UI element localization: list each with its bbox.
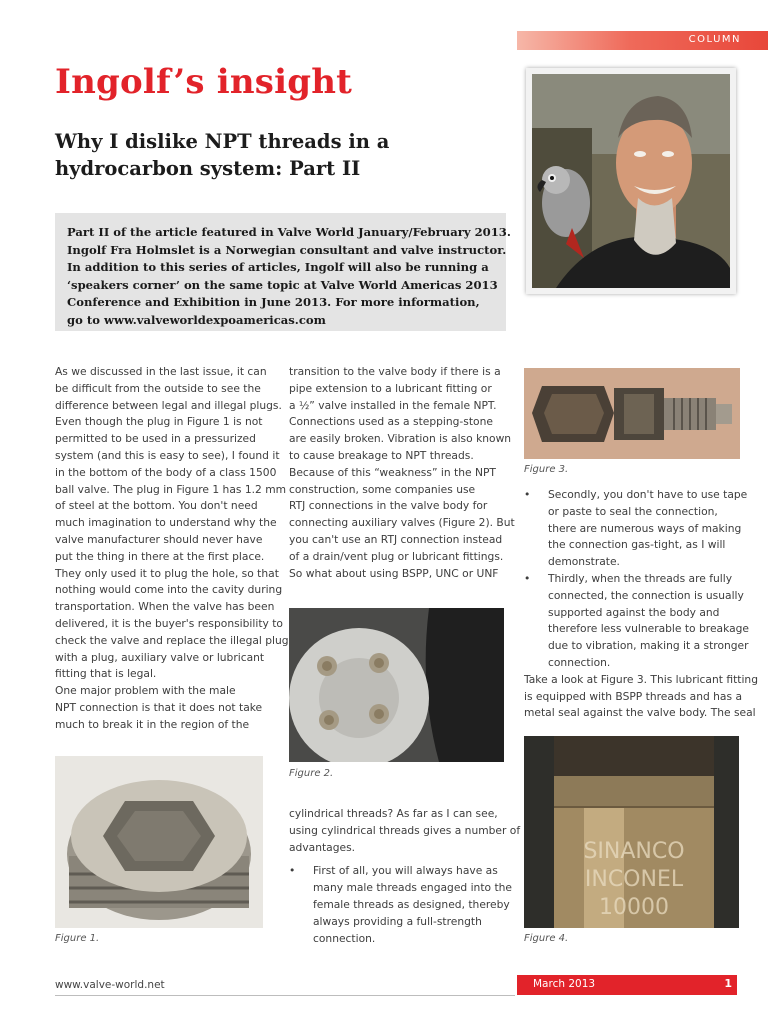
svg-text:10000: 10000 (599, 895, 669, 920)
advantages-list (289, 863, 512, 947)
bullet-line: or paste to seal the connection, (548, 504, 718, 518)
list-item (524, 487, 754, 571)
portrait-image (526, 68, 736, 294)
body-line: system (and this is easy to see), I found it (55, 448, 280, 462)
body-line: difference between legal and illegal plugs. (55, 398, 282, 412)
body-line: of a drain/vent plug or lubricant fittings. (289, 549, 504, 563)
figure-3-photo (524, 368, 740, 459)
column-title: Ingolf’s insight (55, 62, 353, 102)
fig4-engraving: SINANCO (583, 839, 685, 864)
intro-line: In addition to this series of articles, Ingolf will also be running a (67, 260, 489, 275)
body-line: with a plug, auxiliary valve or lubricant (55, 650, 265, 664)
svg-text:INCONEL: INCONEL (584, 867, 684, 892)
issue-date: March 2013 (533, 978, 596, 990)
article-subtitle: Why I dislike NPT threads in a hydrocarbon system: Part II (55, 130, 390, 180)
figure-3-caption: Figure 3. (524, 464, 569, 475)
body-line: delivered, it is the buyer's responsibility to (55, 616, 283, 630)
npt-plug-image (55, 756, 263, 928)
body-line: construction, some companies use (289, 482, 476, 496)
figure-4-caption: Figure 4. (524, 933, 569, 944)
list-item (289, 863, 512, 947)
body-line: connecting auxiliary valves (Figure 2). But (289, 516, 515, 530)
bullet-line: • Secondly, you don't have to use tape (548, 488, 748, 501)
column-2-text (289, 364, 515, 582)
column-3-text (524, 487, 758, 722)
advantages-list-continued (524, 487, 754, 672)
footer-bar (517, 975, 737, 995)
body-line: in the bottom of the body of a class 1500 (55, 465, 277, 479)
body-line: One major problem with the male (55, 684, 236, 698)
lubricant-fitting-image (524, 368, 740, 459)
body-line: transportation. When the valve has been (55, 600, 275, 614)
figure-4-photo (524, 736, 739, 928)
author-portrait (526, 68, 736, 294)
body-line: fitting that is legal. (55, 667, 157, 681)
bullet-line: due to vibration, making it a stronger (548, 639, 749, 653)
body-line: put the thing in there at the first place. (55, 549, 265, 563)
body-line: They only used it to plug the hole, so that (55, 566, 279, 580)
intro-line: Conference and Exhibition in June 2013. For more information, (67, 295, 480, 310)
rtj-flange-image (289, 608, 504, 762)
bullet-line: therefore less vulnerable to breakage (548, 622, 749, 636)
figure-2-photo (289, 608, 504, 762)
bullet-line: connection. (313, 931, 376, 945)
bullet-line: demonstrate. (548, 555, 620, 569)
body-line: transition to the valve body if there is a (289, 365, 501, 378)
bullet-line: • Thirdly, when the threads are fully (548, 571, 733, 585)
intro-line: Ingolf Fra Holmslet is a Norwegian consultant and valve instructor. (67, 242, 507, 257)
intro-line: go to www.valveworldexpoamericas.com (67, 312, 326, 327)
intro-line: Part II of the article featured in Valve World January/February 2013. (67, 225, 511, 239)
body-line: Because of this “weakness” in the NPT (289, 465, 496, 479)
body-line: RTJ connections in the valve body for (289, 499, 488, 513)
bullet-line: supported against the body and (548, 605, 720, 619)
column-2-continued (289, 806, 521, 947)
body-line: check the valve and replace the illegal plug (55, 633, 289, 647)
body-line: a ½” valve installed in the female NPT. (289, 398, 497, 412)
list-item (524, 571, 754, 672)
bullet-line: many male threads engaged into the (313, 881, 512, 895)
body-line: valve manufacturer should never have (55, 532, 263, 546)
section-label: COLUMN (688, 34, 741, 45)
footer-rule (55, 995, 515, 996)
body-line: ball valve. The plug in Figure 1 has 1.2 mm (55, 482, 287, 496)
body-line: cylindrical threads? As far as I can see, (289, 807, 498, 820)
footer-url: www.valve-world.net (55, 979, 165, 991)
body-line: So what about using BSPP, UNC or UNF (289, 566, 499, 580)
body-line: Connections used as a stepping-stone (289, 415, 493, 429)
body-line: Take a look at Figure 3. This lubricant fitting (524, 672, 758, 686)
figure-2-caption: Figure 2. (289, 768, 334, 779)
bullet-line: connected, the connection is usually (548, 588, 744, 602)
figure-1-photo (55, 756, 263, 928)
body-line: NPT connection is that it does not take (55, 700, 263, 714)
bullet-line: • First of all, you will always have as (313, 864, 498, 878)
body-line: metal seal against the valve body. The seal (524, 706, 756, 720)
column-1-text (55, 364, 289, 734)
body-line: much imagination to understand why the (55, 516, 277, 530)
body-line: is equipped with BSPP threads and has a (524, 689, 742, 703)
body-line: pipe extension to a lubricant fitting or (289, 381, 492, 395)
bullet-line: there are numerous ways of making (548, 521, 742, 535)
body-line: be difficult from the outside to see the (55, 381, 261, 395)
body-line: advantages. (289, 840, 356, 854)
intro-box (55, 213, 511, 331)
figure-1-caption: Figure 1. (55, 933, 100, 944)
page-number: 1 (724, 977, 732, 990)
bullet-line: female threads as designed, thereby (313, 897, 510, 911)
body-line: Even though the plug in Figure 1 is not (55, 415, 263, 429)
bullet-line: the connection gas-tight, as I will (548, 538, 726, 552)
body-line: nothing would come into the cavity during (55, 583, 283, 597)
section-tab (517, 31, 768, 50)
body-line: much to break it in the region of the (55, 717, 250, 731)
body-line: are easily broken. Vibration is also known (289, 432, 512, 446)
bullet-line: connection. (548, 655, 611, 669)
bullet-line: always providing a full-strength (313, 914, 482, 928)
body-line: As we discussed in the last issue, it can (55, 365, 267, 378)
body-line: using cylindrical threads gives a number of (289, 823, 521, 837)
body-line: to cause breakage to NPT threads. (289, 448, 474, 462)
body-line: permitted to be used in a pressurized (55, 432, 256, 446)
body-line: of steel at the bottom. You don't need (55, 499, 258, 513)
inconel-fitting-image (524, 736, 739, 928)
intro-line: ‘speakers corner’ on the same topic at Valve World Americas 2013 (67, 277, 498, 292)
body-line: you can't use an RTJ connection instead (289, 532, 503, 546)
